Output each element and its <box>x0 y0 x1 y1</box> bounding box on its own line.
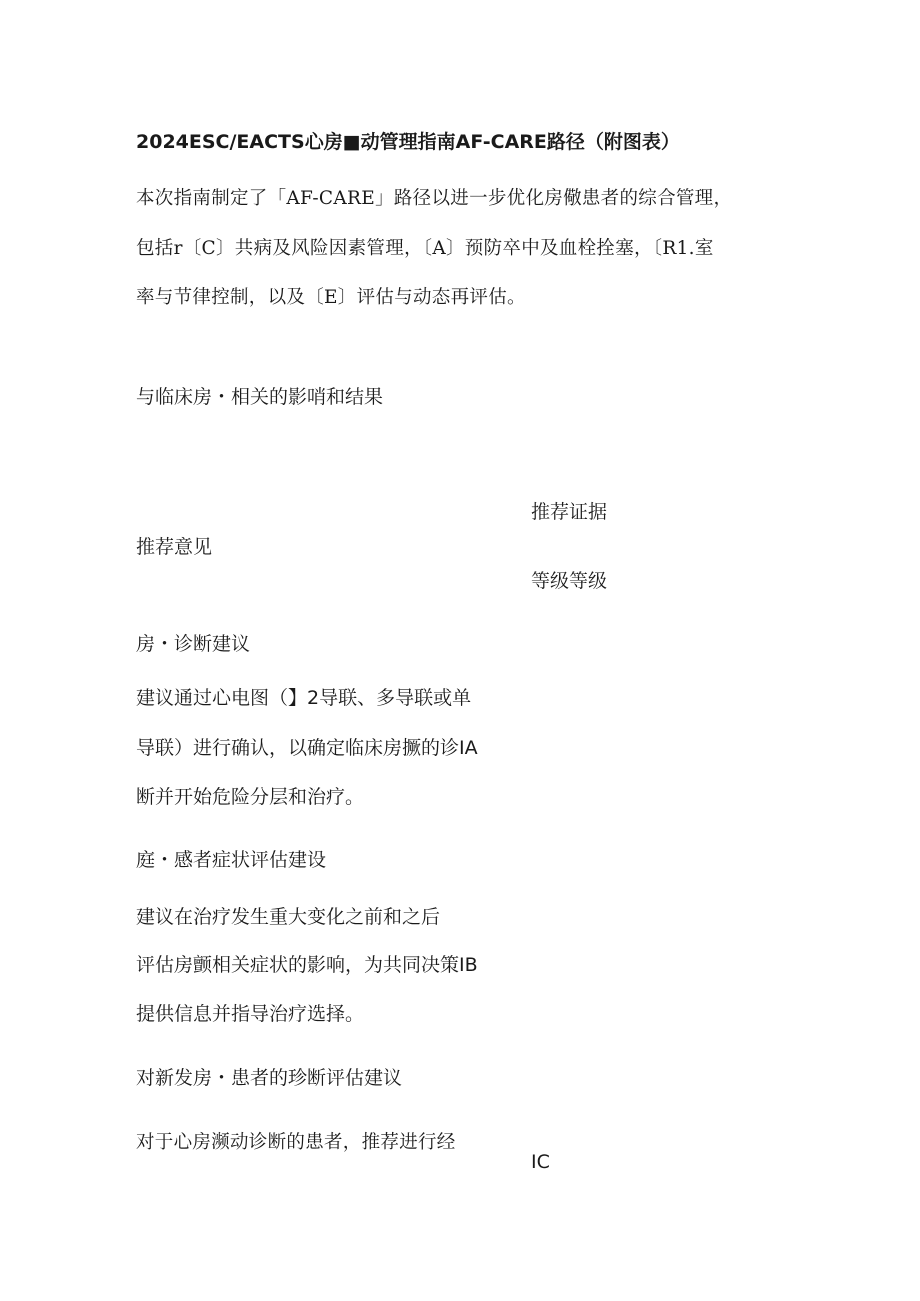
intro-line-2: 包括r〔C〕共病及风险因素管理，〔A〕预防卒中及血栓拴塞，〔R1.室 <box>136 238 714 259</box>
section-heading: 与临床房・相关的影哨和结果 <box>136 386 384 408</box>
group-heading-symptoms: 庭・感者症状评估建设 <box>136 849 327 871</box>
page-title: 2024ESC/EACTS心房■动管理指南AF-CARE路径（附图表） <box>136 131 680 153</box>
group-2-line-3: 提供信息并指导治疗选择。 <box>136 1003 365 1025</box>
group-heading-new-onset: 对新发房・患者的珍断评估建议 <box>136 1067 403 1089</box>
grade-header-line-2: 等级等级 <box>531 570 608 592</box>
group-3-line-1: 对于心房濒动诊断的患者，推荐进行经 <box>136 1132 456 1153</box>
group-1-line-2: 导联）进行确认，以确定临床房撅的诊IA <box>136 737 478 759</box>
group-2-line-2: 评估房颤相关症状的影响，为共同决策IB <box>136 954 478 976</box>
group-2-line-1: 建议在治疗发生重大变化之前和之后 <box>136 906 441 928</box>
group-1-line-1: 建议通过心电图（】2导联、多导联或单 <box>136 687 472 709</box>
grade-header-line-1: 推荐证据 <box>531 501 608 523</box>
group-1-line-3: 断并开始危险分层和治疗。 <box>136 786 365 808</box>
intro-line-3: 率与节律控制，以及〔E〕评估与动态再评估。 <box>136 287 526 308</box>
group-3-grade: IC <box>531 1151 550 1173</box>
intro-line-1: 本次指南制定了「AF-CARE」路径以进一步优化房儆患者的综合管理， <box>136 188 733 209</box>
group-heading-diagnosis: 房・诊断建议 <box>136 633 251 655</box>
recommendation-header: 推荐意见 <box>136 536 213 558</box>
